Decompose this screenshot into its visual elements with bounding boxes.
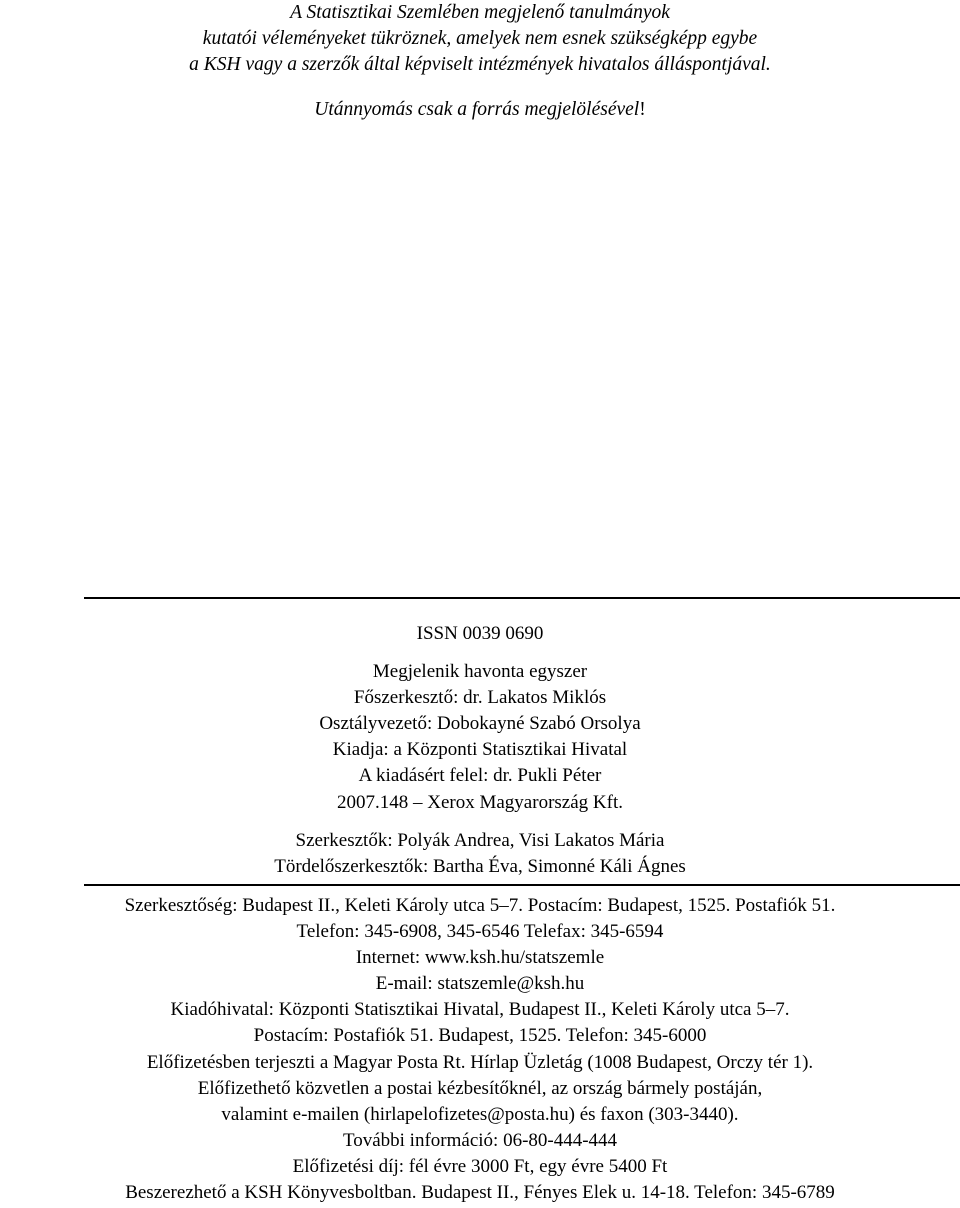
reprint-mark: ! [639, 99, 646, 120]
department-head: Osztályvezető: Dobokayné Szabó Orsolya [319, 713, 641, 734]
reprint-text: Utánnyomás csak a forrás megjelölésével [314, 99, 640, 120]
editor-in-chief: Főszerkesztő: dr. Lakatos Miklós [353, 687, 607, 708]
disclaimer [0, 0, 960, 120]
publisher: Kiadja: a Központi Statisztikai Hivatal [332, 739, 628, 760]
frequency: Megjelenik havonta egyszer [372, 661, 588, 682]
layout-editors: Tördelőszerkesztők: Bartha Éva, Simonné Káli Ágnes [274, 856, 686, 877]
middle-divider [84, 884, 960, 886]
publisher-office: Kiadóhivatal: Központi Statisztikai Hivatal, Budapest II., Keleti Károly utca 5–7. [170, 999, 790, 1020]
publisher-post: Postacím: Postafiók 51. Budapest, 1525. Telefon: 345-6000 [253, 1025, 707, 1046]
responsible-publisher: A kiadásért felel: dr. Pukli Péter [358, 765, 602, 786]
subscription-info-2: valamint e-mailen (hirlapelofizetes@posta.hu) és faxon (303-3440). [221, 1104, 739, 1125]
subscription-distribution: Előfizetésben terjeszti a Magyar Posta Rt. Hírlap Üzletág (1008 Budapest, Orczy tér 1). [146, 1052, 814, 1073]
email: E-mail: statszemle@ksh.hu [375, 973, 585, 994]
printer: 2007.148 – Xerox Magyarország Kft. [337, 792, 623, 813]
disclaimer-line-2: kutatói véleményeket tükröznek, amelyek nem esnek szükségképp egybe [202, 28, 758, 49]
disclaimer-line-3: a KSH vagy a szerzők által képviselt intézmények hivatalos álláspontjával. [189, 54, 771, 75]
subscription-info-1: Előfizethető közvetlen a postai kézbesítőknél, az ország bármely postáján, [197, 1078, 763, 1099]
more-info: További információ: 06-80-444-444 [342, 1130, 618, 1151]
editorial-office: Szerkesztőség: Budapest II., Keleti Károly utca 5–7. Postacím: Budapest, 1525. Postafiók 51. [124, 895, 836, 916]
subscription-price: Előfizetési díj: fél évre 3000 Ft, egy évre 5400 Ft [292, 1156, 668, 1177]
issn: ISSN 0039 0690 [416, 623, 544, 644]
phone: Telefon: 345-6908, 345-6546 Telefax: 345-6594 [296, 921, 664, 942]
bookshop: Beszerezhető a KSH Könyvesboltban. Budapest II., Fényes Elek u. 14-18. Telefon: 345-6789 [125, 1182, 835, 1203]
reprint-notice [0, 97, 960, 123]
disclaimer-line-1: A Statisztikai Szemlében megjelenő tanulmányok [290, 2, 670, 23]
editors: Szerkesztők: Polyák Andrea, Visi Lakatos Mária [295, 830, 665, 851]
top-divider [84, 597, 960, 599]
internet: Internet: www.ksh.hu/statszemle [355, 947, 605, 968]
